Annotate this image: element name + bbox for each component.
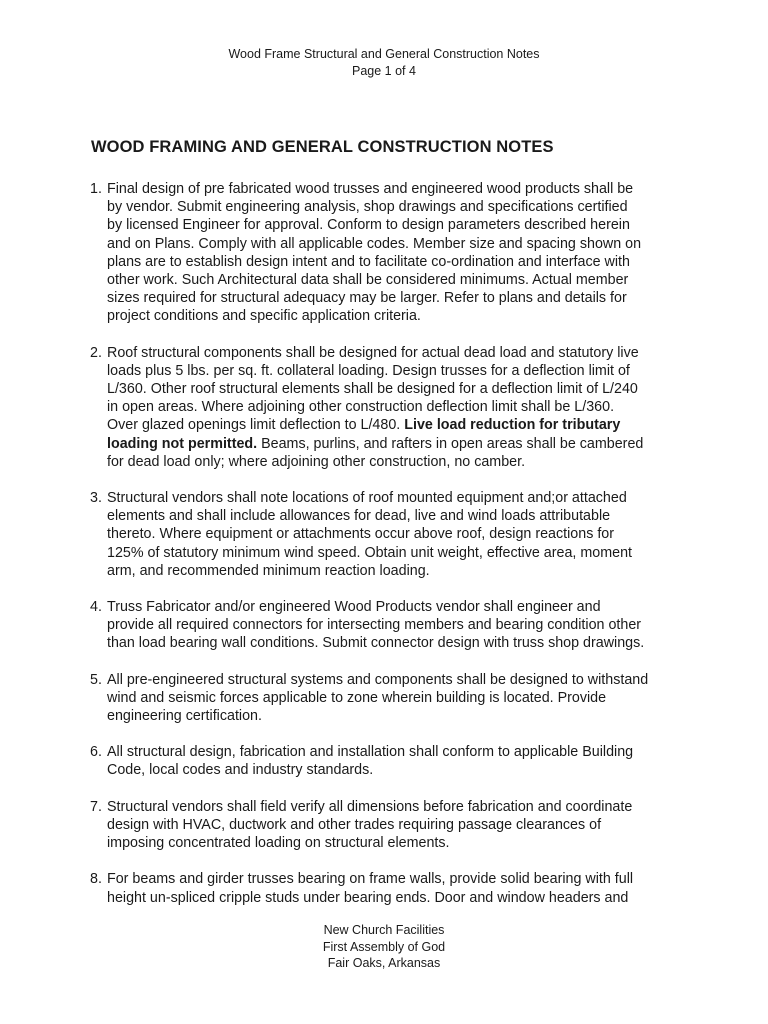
page-header — [0, 46, 768, 80]
section-heading: WOOD FRAMING AND GENERAL CONSTRUCTION NOTES — [91, 138, 554, 156]
document-title: Wood Frame Structural and General Construction Notes — [228, 47, 540, 61]
note-text — [107, 344, 690, 471]
note-text: Structural vendors shall field verify all dimensions before fabrication and coordinate design with HVAC, ductwork and other trades requiring passage clearances of imposing concentrated loading on structural elements. — [107, 798, 633, 852]
note-item-4 — [90, 598, 690, 653]
footer-client: First Assembly of God — [322, 939, 446, 954]
note-text: Truss Fabricator and/or engineered Wood Products vendor shall engineer and provide all required connectors for intersecting members and bearing condition other than load bearing wall conditions. Submit connector design with truss shop drawings. — [107, 599, 645, 652]
page-number: Page 1 of 4 — [352, 64, 416, 78]
note-text-part: Beams, purlins, and rafters in open areas shall be cambered for dead load only; where adjoining other construction, no camber. — [107, 435, 644, 470]
note-number: 3. — [90, 490, 102, 507]
footer-project: New Church Facilities — [323, 923, 445, 937]
note-text: All structural design, fabrication and installation shall conform to applicable Building Code, local codes and industry standards. — [107, 744, 634, 779]
note-item-3 — [90, 489, 690, 580]
note-number: 5. — [90, 671, 102, 688]
note-item-7 — [90, 798, 690, 853]
page-footer — [0, 922, 768, 972]
note-item-5 — [90, 671, 690, 726]
note-item-6 — [90, 743, 690, 779]
note-number: 4. — [90, 599, 102, 616]
note-text: For beams and girder trusses bearing on frame walls, provide solid bearing with full height un-spliced cripple studs under bearing ends. Door and window headers and — [107, 871, 634, 906]
note-text: Final design of pre fabricated wood trusses and engineered wood products shall be by vendor. Submit engineering analysis, shop drawings and specifications certified by licensed Engineer for approval. Conform to design parameters described herein and on Plans. Comply with all applicable codes. Member size and spacing shown on plans are to establish design intent and to facilitate co-ordination and interface with other work. Such Architectural data shall be considered minimums. Actual member sizes required for structural adequacy may be larger. Refer to plans and details for project conditions and specific application criteria. — [107, 181, 642, 325]
note-text: All pre-engineered structural systems and components shall be designed to withstand wind and seismic forces applicable to zone wherein building is located. Provide engineering certification. — [107, 671, 649, 725]
note-number: 7. — [90, 798, 102, 815]
note-number: 6. — [90, 744, 102, 761]
note-number: 2. — [90, 344, 102, 361]
note-text-part: Roof structural components shall be designed for actual dead load and statutory live loads plus 5 lbs. per sq. ft. collateral loading. Design trusses for a deflection limit of L/360. Other roof structural elements shall be designed for a deflection limit of L/240 in open areas. Where adjoining other construction deflection limit shall be L/360. Over glazed openings limit deflection to L/480. — [107, 344, 639, 434]
note-item-1 — [90, 180, 690, 326]
footer-location: Fair Oaks, Arkansas — [327, 956, 441, 970]
note-emphasis: Live load reduction for tributary loading not permitted. — [107, 417, 621, 452]
note-text: Structural vendors shall note locations of roof mounted equipment and;or attached elements and shall include allowances for dead, live and wind loads attributable thereto. Where equipment or attachments occur above roof, design reactions for 125% of statutory minimum wind speed. Obtain unit weight, effective area, moment arm, and recommended minimum reaction loading. — [107, 490, 633, 579]
notes-list — [90, 180, 690, 925]
note-number: 8. — [90, 871, 102, 888]
note-number: 1. — [90, 181, 102, 197]
note-item-2 — [90, 344, 690, 471]
note-item-8 — [90, 870, 690, 906]
